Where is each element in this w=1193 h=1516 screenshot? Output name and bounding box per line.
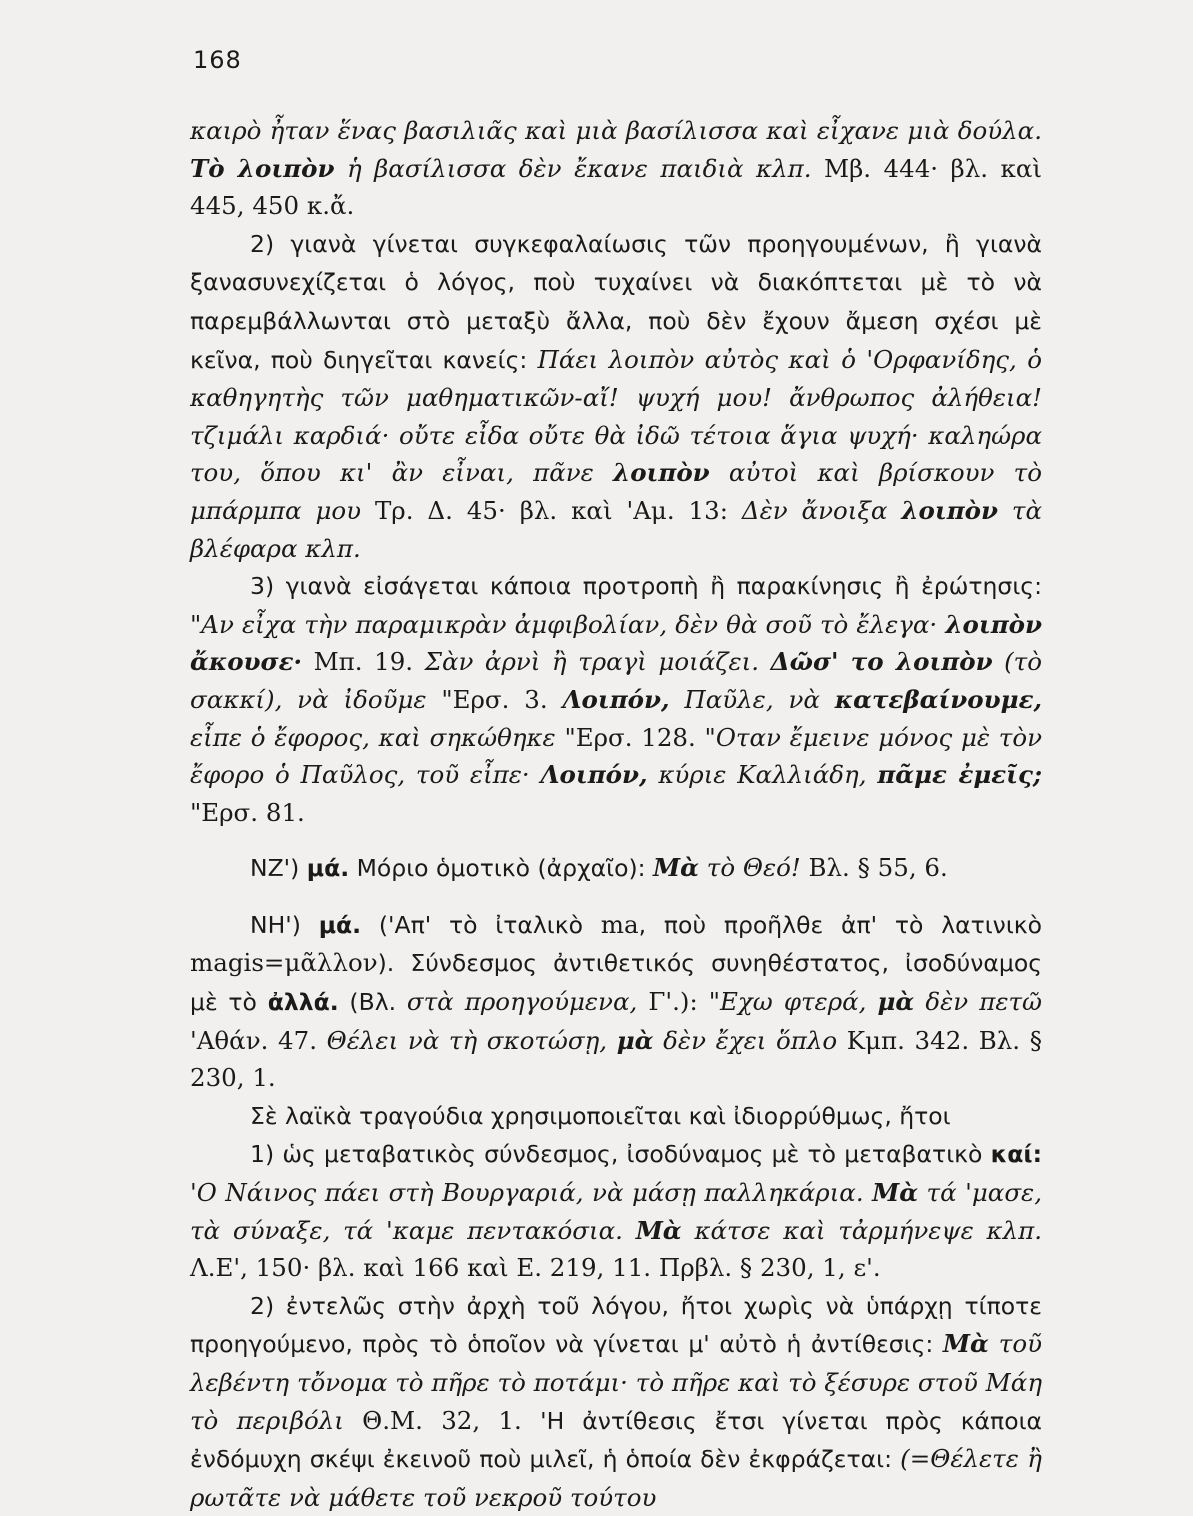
text-run: Τρ. Δ. 45· βλ. καὶ 'Αμ. 13: — [374, 495, 742, 525]
text-run: λοιπὸν — [901, 495, 998, 525]
text-run: Παῦλε, νὰ — [669, 684, 835, 714]
text-run: Τὸ λοιπὸν — [190, 153, 335, 183]
text-run: 'Η ἀντίθεσις ἔτσι γίνεται πρὸς κάποια ἐνδόμυχη σκέψι ἐκεινοῦ ποὺ μιλεῖ, ἡ ὁποία δὲν ἐκφράζεται: — [190, 1406, 1043, 1474]
text-run: ΝΗ') — [250, 910, 319, 939]
text-run: εἶπε ὁ ἔφορος, καὶ σηκώθηκε — [190, 722, 565, 752]
text-run: κατεβαίνουμε, — [834, 684, 1043, 714]
text-run: Μόριο ὁμοτικὸ (ἀρχαῖο): — [349, 854, 654, 883]
text-run: λοιπὸν — [613, 458, 710, 488]
text-run: μά. — [306, 854, 350, 883]
text-run: Μὰ — [653, 853, 700, 883]
text-run: πᾶμε ἐμεῖς; — [877, 760, 1042, 790]
text-run: 'Ο Νάινος πάει στὴ Βουργαριά, νὰ μάσῃ παλληκάρια. — [190, 1178, 873, 1208]
text-run: ma — [600, 909, 639, 939]
text-run: Γ'.): — [648, 987, 709, 1017]
paragraph — [190, 1135, 1042, 1286]
text-run: "Ερσ. 128. — [564, 722, 705, 752]
text-run: Λ.Ε', 150· βλ. καὶ 166 καὶ Ε. 219, 11. Πρβλ. § 230, 1, ε'. — [190, 1253, 881, 1283]
text-run: (τὸ σακκί), νὰ ἰδοῦμε — [190, 647, 1042, 714]
paragraph — [190, 1287, 1042, 1516]
text-run: μά. — [318, 910, 362, 939]
text-run: 3) γιανὰ εἰσάγεται κάποια προτροπὴ ἢ παρακίνησις ἢ ἐρώτησις: — [250, 572, 1042, 601]
page-number: 168 — [193, 46, 242, 74]
text-run: 2) ἐντελῶς στὴν ἀρχὴ τοῦ λόγου, ἤτοι χωρὶς νὰ ὑπάρχῃ τίποτε προηγούμενο, πρὸς τὸ ὁποῖον νὰ γίνεται μ' αὐτὸ ἡ ἀντίθεσις: — [190, 1291, 1042, 1359]
text-run: Σὲ λαϊκὰ τραγούδια χρησιμοποιεῖται καὶ ἰδιορρύθμως, ἤτοι — [250, 1101, 951, 1130]
text-run: Μὰ — [942, 1329, 989, 1359]
text-run: Πάει λοιπὸν αὐτὸς καὶ ὁ 'Ορφανίδης, ὁ καθηγητὴς τῶν μαθηματικῶν-αἴ! ψυχή μου! ἄνθρωπος ἀλήθεια! τζιμάλι καρδιά· οὔτε εἶδα οὔτε θὰ ἰδῶ τέτοια ἅγια ψυχή· καληώρα του, ὅπου κι' ἂν εἶναι, πᾶνε — [190, 344, 1042, 488]
text-run: καί: — [990, 1140, 1042, 1169]
text-run: 'Αθάν. 47. — [190, 1025, 327, 1055]
text-run: τά 'μασε, τὰ σύναξε, τά 'καμε πεντακόσια. — [190, 1178, 1042, 1245]
text-run: Μπ. 19. — [302, 647, 425, 677]
text-run: δὲν ἔχει ὅπλο — [653, 1025, 847, 1055]
text-run: καιρὸ ἦταν ἕνας βασιλιᾶς καὶ μιὰ βασίλισσα καὶ εἶχανε μιὰ δούλα. — [190, 116, 1042, 145]
text-run: κύριε Καλλιάδη, — [647, 760, 878, 790]
text-run: Μὰ — [872, 1178, 919, 1208]
text-run: Μβ. 444· βλ. καὶ 445, 450 κ.ἄ. — [190, 153, 1042, 221]
text-run: Θέλει νὰ τὴ σκοτώσῃ, — [326, 1025, 617, 1055]
text-run: ἡ βασίλισσα δὲν ἔκανε παιδιὰ κλπ. — [334, 153, 824, 183]
text-run: "Οταν ἔμεινε μόνος μὲ τὸν ἔφορο ὁ Παῦλος, τοῦ εἶπε· — [190, 722, 1042, 790]
paragraph — [190, 906, 1042, 1097]
text-run: λοιπὸν ἄκουσε· — [190, 609, 1042, 677]
text-run: Σὰν ἀρνὶ ἢ τραγὶ μοιάζει. — [424, 647, 771, 677]
text-run: ('Απ' τὸ ἰταλικὸ — [361, 910, 601, 939]
body-text — [190, 112, 1042, 1516]
text-run: Μὰ — [635, 1215, 682, 1245]
text-run: μὰ — [616, 1025, 654, 1055]
text-run: Δῶσ' το λοιπὸν — [770, 647, 993, 677]
text-run: Δὲν ἄνοιξα — [741, 495, 902, 525]
text-run: κάτσε καὶ τἀρμήνεψε κλπ. — [681, 1215, 1042, 1245]
text-run: Λοιπόν, — [562, 684, 670, 714]
text-run: "Ερσ. 81. — [190, 797, 305, 827]
text-run: Κμπ. 342. Βλ. § 230, 1. — [190, 1025, 1042, 1093]
paragraph — [190, 567, 1042, 831]
text-run: ). Σύνδεσμος ἀντιθετικός συνηθέστατος, ἰσοδύναμος μὲ τὸ — [190, 949, 1042, 1017]
text-run: "Αν εἶχα τὴν παραμικρὰν ἀμφιβολίαν, δὲν θὰ σοῦ τὸ ἔλεγα· — [190, 609, 946, 639]
text-run: τοῦ λεβέντη τὄνομα τὸ πῆρε τὸ ποτάμι· τὸ πῆρε καὶ τὸ ξέσυρε στοῦ Μάη τὸ περιβόλι — [190, 1329, 1042, 1435]
text-run: ΝΖ') — [250, 854, 307, 883]
text-run: "Εχω φτερά, — [708, 987, 878, 1017]
text-run: μὰ — [877, 987, 915, 1017]
text-run: Θ.Μ. 32, 1. — [362, 1405, 541, 1435]
text-run: 2) γιανὰ γίνεται συγκεφαλαίωσις τῶν προηγουμένων, ἢ γιανὰ ξανασυνεχίζεται ὁ λόγος, ποὺ τυχαίνει νὰ διακόπτεται μὲ τὸ νὰ παρεμβάλλωνται στὸ μεταξὺ ἄλλα, ποὺ δὲν ἔχουν ἄμεση σχέσι μὲ κεῖνα, ποὺ διηγεῖται κανείς: — [190, 229, 1042, 374]
text-run: ἀλλά. — [267, 988, 339, 1017]
text-run: δὲν πετῶ — [914, 987, 1043, 1017]
paragraph — [190, 849, 1042, 888]
text-run: Λοιπόν, — [540, 760, 648, 790]
paragraph — [190, 225, 1042, 567]
text-run: τὸ Θεό! — [699, 853, 809, 883]
text-run: στὰ προηγούμενα, — [406, 987, 649, 1017]
text-run: τὰ βλέφαρα κλπ. — [190, 495, 1042, 563]
text-run: (Βλ. — [338, 988, 407, 1017]
text-run: magis=μᾶλλον — [190, 948, 378, 978]
text-run: "Ερσ. 3. — [441, 684, 563, 714]
paragraph — [190, 1097, 1042, 1136]
text-run: , ποὺ προῆλθε ἀπ' τὸ λατινικὸ — [638, 910, 1042, 939]
text-run: (=Θέλετε ἢ ρωτᾶτε νὰ μάθετε τοῦ νεκροῦ τούτου — [190, 1444, 1042, 1512]
text-run: αὐτοὶ καὶ βρίσκουν τὸ μπάρμπα μου — [190, 458, 1042, 525]
text-run: Βλ. § 55, 6. — [808, 853, 948, 883]
paragraph — [190, 112, 1042, 225]
text-run: 1) ὡς μεταβατικὸς σύνδεσμος, ἰσοδύναμος μὲ τὸ μεταβατικὸ — [250, 1140, 991, 1169]
